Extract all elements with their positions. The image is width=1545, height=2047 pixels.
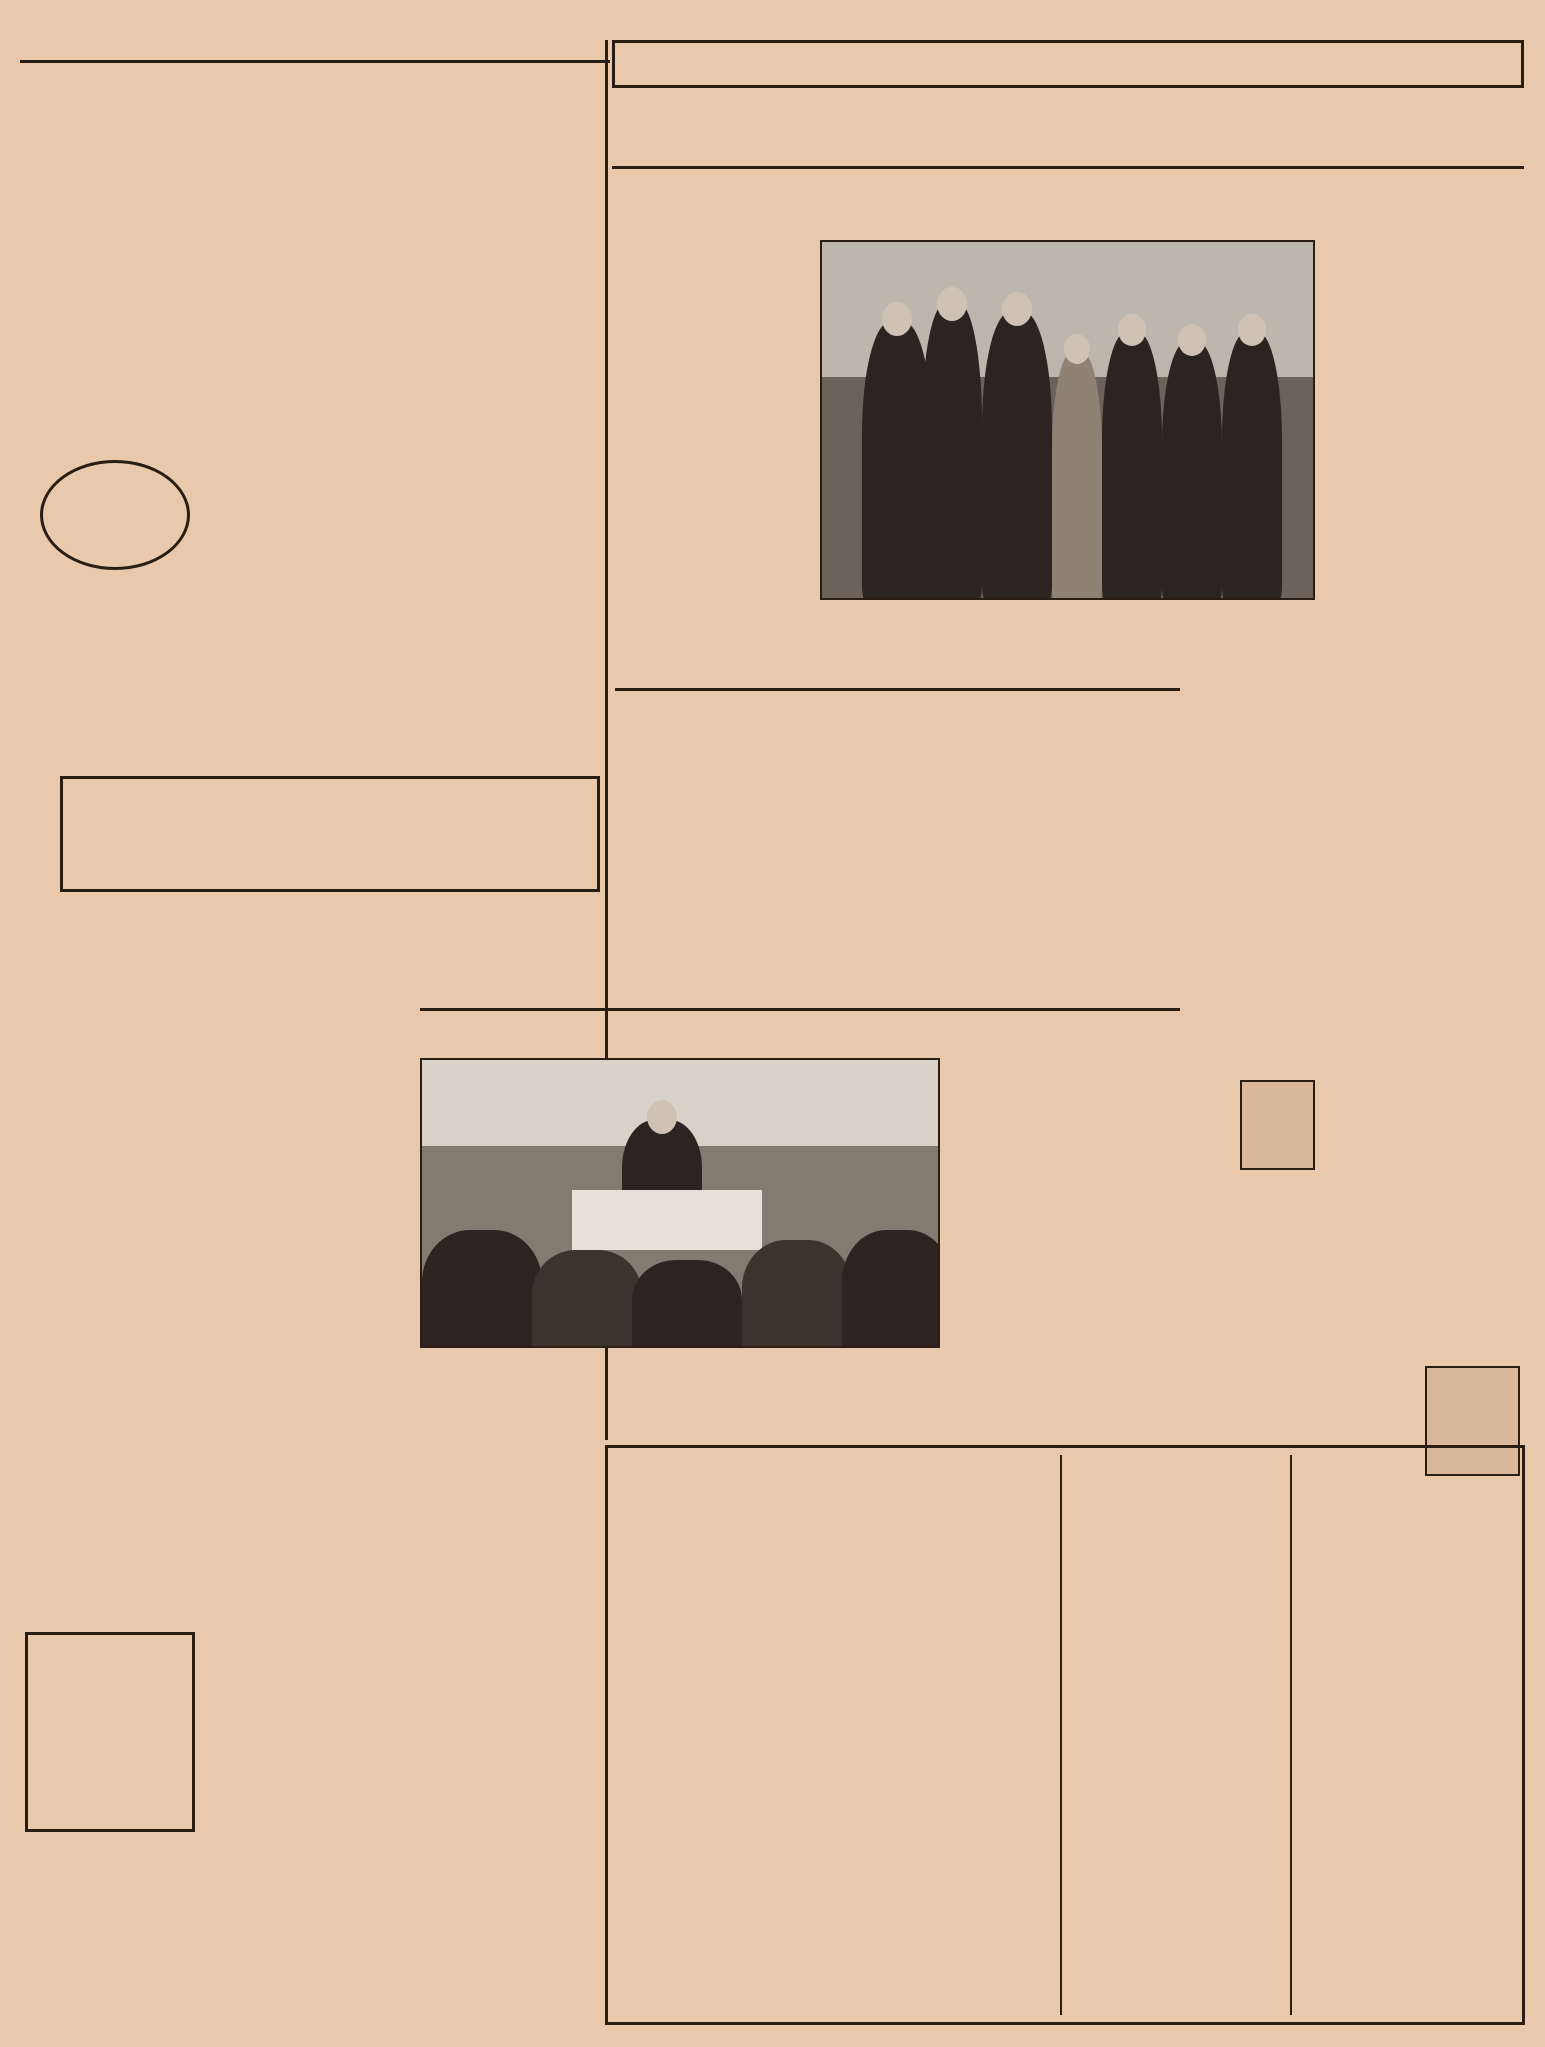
article-body-1 bbox=[1190, 930, 1525, 1060]
article-headline-9 bbox=[200, 430, 600, 464]
lead-photo-caption bbox=[820, 604, 1315, 648]
article-body-5 bbox=[960, 1118, 1320, 1298]
article-headline-11 bbox=[25, 730, 600, 762]
lead-headline bbox=[640, 96, 1500, 160]
article-headline-15 bbox=[25, 1460, 600, 1500]
article-body-9 bbox=[200, 466, 600, 596]
lead-photo bbox=[820, 240, 1315, 600]
story-rule bbox=[615, 688, 1180, 691]
lead-headline-rule bbox=[612, 166, 1524, 169]
lead-subheadline bbox=[680, 178, 1480, 228]
article-body-12 bbox=[25, 896, 600, 1006]
story-rule bbox=[420, 1008, 1180, 1011]
article-body-10 bbox=[25, 636, 600, 726]
lead-body-right bbox=[1325, 242, 1525, 842]
bottom-col-2 bbox=[1070, 1455, 1280, 2015]
article-headline-1 bbox=[1190, 842, 1525, 872]
schedule-line bbox=[30, 1724, 190, 1744]
article-headline-10 bbox=[25, 602, 600, 634]
article-headline-6 bbox=[960, 1310, 1525, 1356]
schedule-line bbox=[30, 1664, 190, 1684]
boxed-section-title bbox=[70, 786, 590, 832]
article-sub-13 bbox=[25, 1076, 415, 1106]
article-sub-2 bbox=[650, 750, 1170, 790]
schedule-title bbox=[30, 1640, 190, 1662]
schedule-line bbox=[30, 1784, 190, 1804]
article-body-16 bbox=[200, 1652, 600, 1732]
article-body-15 bbox=[25, 1502, 600, 1612]
boxed-section-body bbox=[70, 836, 590, 886]
bottom-box-divider bbox=[1290, 1455, 1292, 2015]
section-logo bbox=[40, 460, 190, 570]
schedule-line bbox=[30, 1744, 190, 1764]
second-photo-caption bbox=[420, 1352, 940, 1440]
article-headline-2 bbox=[650, 696, 1170, 746]
article-body-14 bbox=[25, 1296, 415, 1456]
article-body-2 bbox=[615, 800, 1175, 920]
schedule-line bbox=[30, 1804, 190, 1824]
bottom-box-divider bbox=[1060, 1455, 1062, 2015]
bottom-col-3 bbox=[615, 1455, 1050, 2015]
classroom-photo bbox=[420, 1058, 940, 1348]
article-headline-4 bbox=[420, 1016, 980, 1056]
article-headline-16 bbox=[200, 1616, 600, 1650]
article-sub-7 bbox=[25, 114, 600, 142]
article-headline-1b bbox=[1190, 874, 1525, 924]
schedule-line bbox=[30, 1764, 190, 1784]
article-body-7 bbox=[25, 146, 600, 276]
article-headline-17 bbox=[25, 1836, 600, 1886]
masthead-rule bbox=[20, 60, 610, 63]
article-headline-13 bbox=[25, 1030, 415, 1074]
article-body-1-cont bbox=[1330, 1070, 1525, 1300]
schedule-line bbox=[30, 1684, 190, 1704]
article-headline-3 bbox=[615, 920, 1175, 958]
article-body-17 bbox=[25, 1890, 600, 2020]
lead-body-left bbox=[615, 235, 815, 615]
bottom-col-1 bbox=[1300, 1455, 1515, 2015]
lead-kicker bbox=[620, 48, 1516, 82]
article-headline-8 bbox=[25, 280, 600, 312]
article-body-8 bbox=[25, 316, 600, 426]
article-headline-14 bbox=[25, 1250, 415, 1294]
article-headline-7 bbox=[25, 70, 600, 110]
schedule-line bbox=[30, 1704, 190, 1724]
